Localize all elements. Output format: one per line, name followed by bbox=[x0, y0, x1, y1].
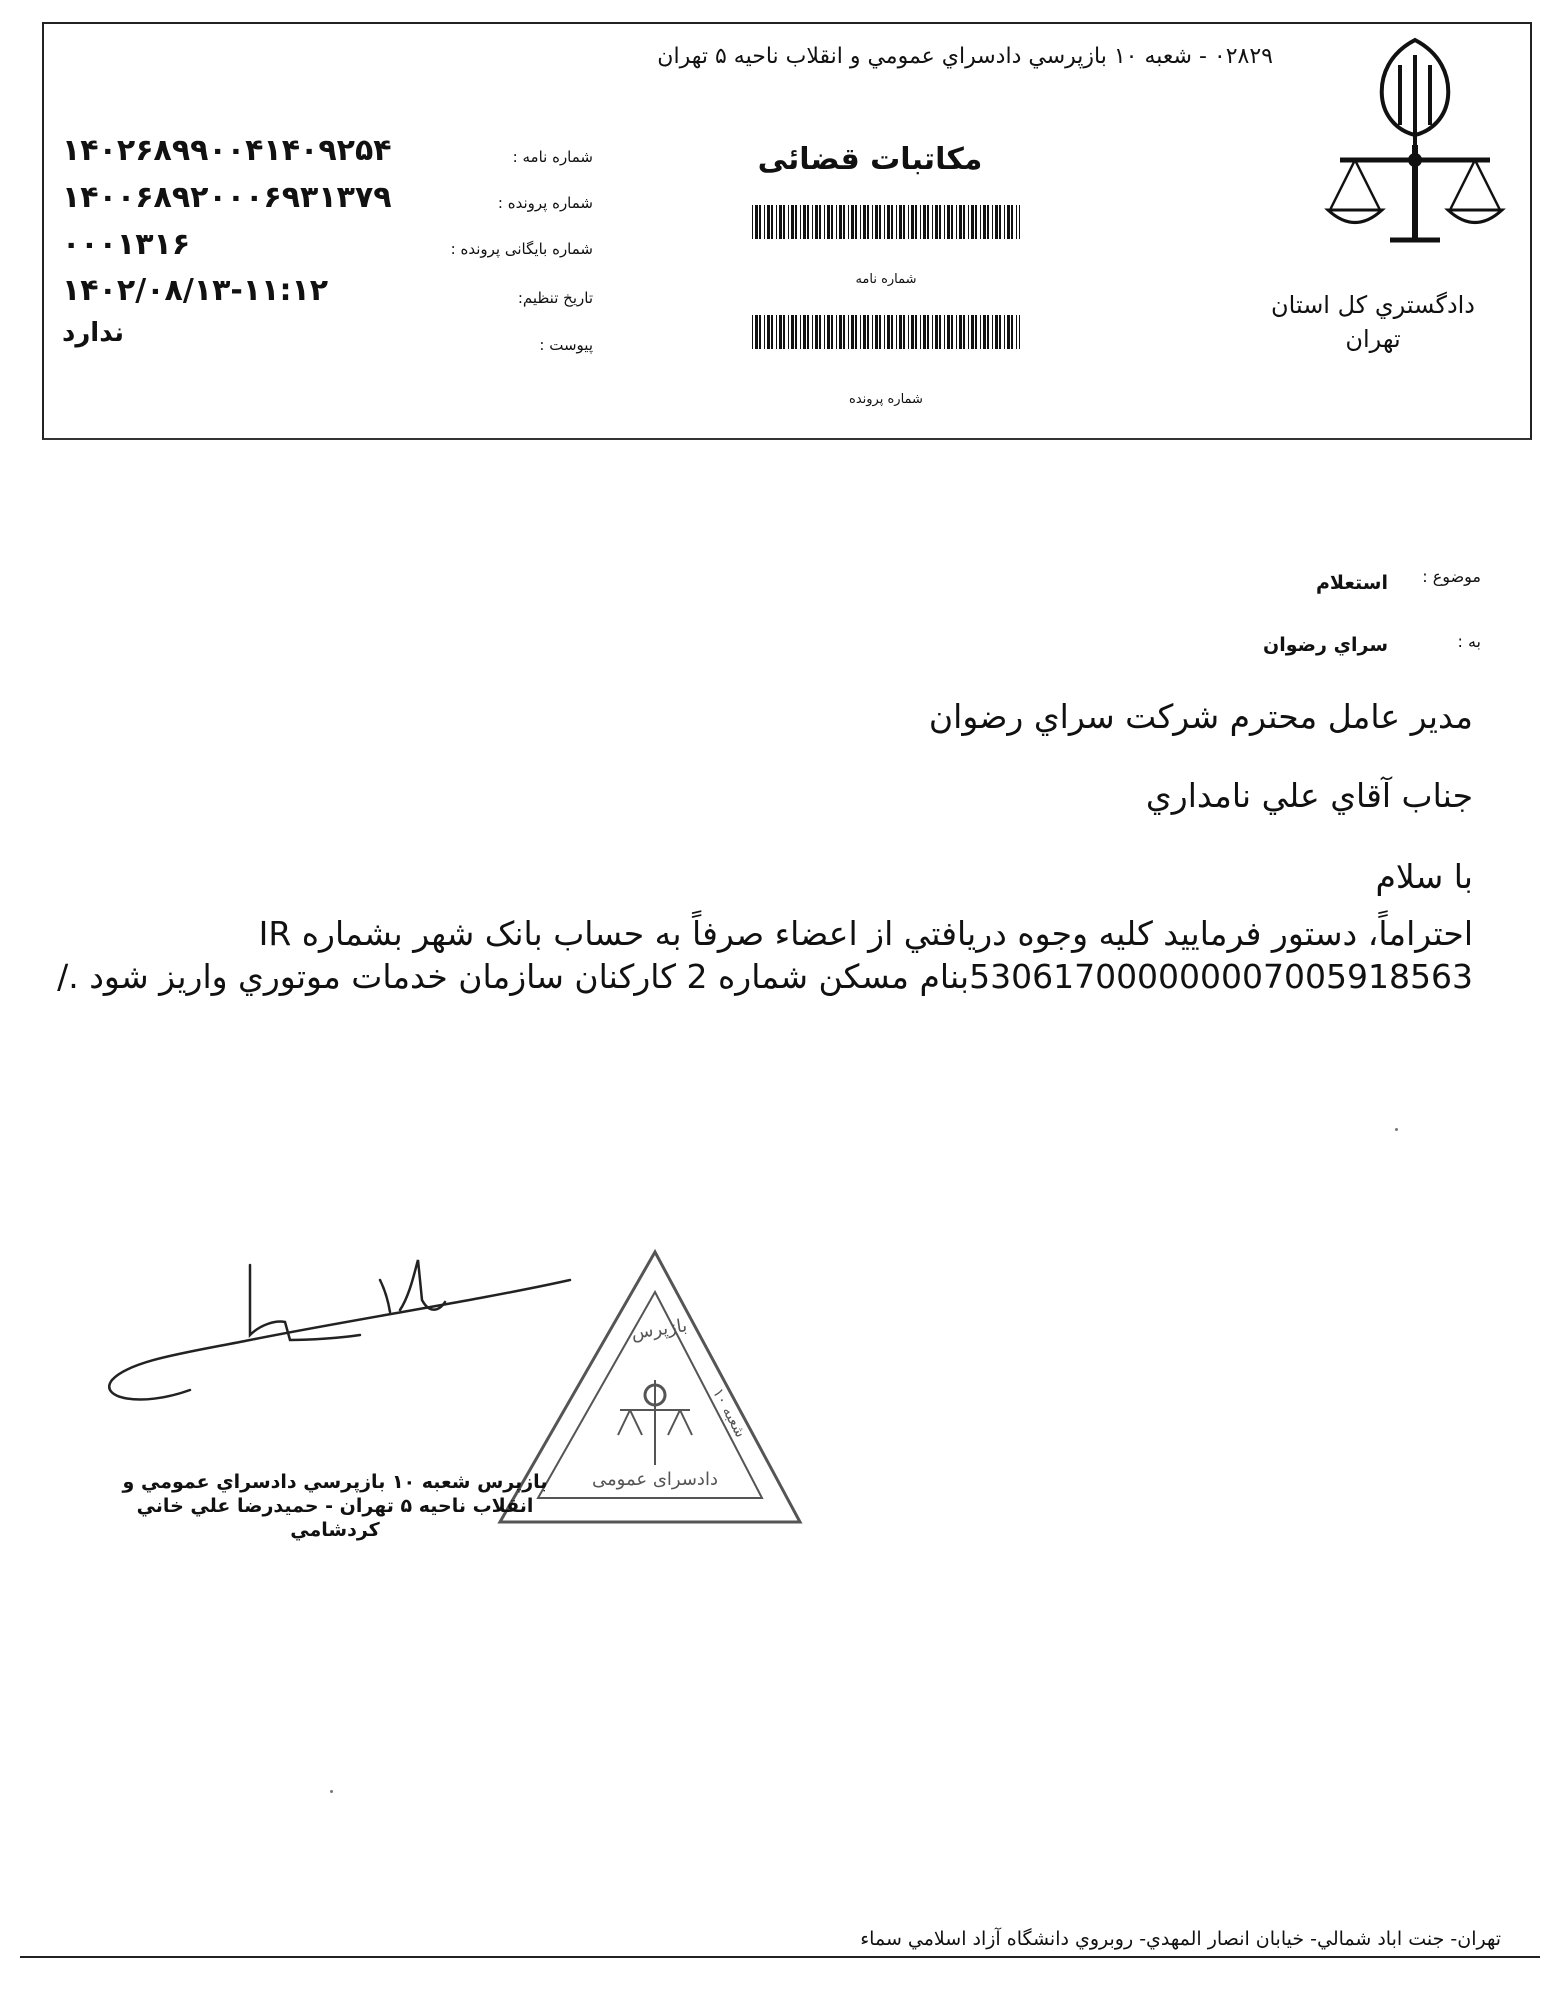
barcode-bar bbox=[1019, 315, 1020, 349]
barcode-bar bbox=[771, 205, 773, 239]
barcode-bar bbox=[947, 205, 950, 239]
recipient-value: سراي رضوان bbox=[1263, 634, 1388, 656]
barcode-bar bbox=[987, 205, 989, 239]
barcode-bar bbox=[1007, 205, 1010, 239]
barcode-bar bbox=[843, 315, 845, 349]
letter-number-barcode bbox=[752, 205, 1020, 239]
barcode-bar bbox=[1016, 315, 1017, 349]
barcode-bar bbox=[791, 205, 794, 239]
barcode-bar bbox=[1011, 315, 1013, 349]
date-value: ۱۴۰۲/۰۸/۱۳-۱۱:۱۲ bbox=[62, 273, 329, 308]
barcode-bar bbox=[771, 315, 773, 349]
letter-number-label: شماره نامه : bbox=[512, 148, 593, 166]
barcode-bar bbox=[803, 315, 806, 349]
barcode-bar bbox=[911, 205, 914, 239]
barcode-bar bbox=[983, 315, 986, 349]
barcode-bar bbox=[819, 315, 821, 349]
barcode-bar bbox=[1019, 205, 1020, 239]
barcode-bar bbox=[896, 205, 897, 239]
barcode-bar bbox=[935, 205, 938, 239]
barcode-bar bbox=[999, 315, 1001, 349]
barcode-bar bbox=[788, 315, 789, 349]
barcode-bar bbox=[843, 205, 845, 239]
barcode-bar bbox=[903, 205, 905, 239]
stamp-text-top: بازپرس bbox=[629, 1315, 689, 1344]
scan-speck bbox=[1395, 1128, 1398, 1131]
barcode-bar bbox=[788, 205, 789, 239]
barcode-bar bbox=[815, 315, 818, 349]
barcode-bar bbox=[992, 315, 993, 349]
barcode-bar bbox=[800, 205, 801, 239]
barcode-bar bbox=[959, 205, 962, 239]
recipient-label: به : bbox=[1457, 632, 1481, 651]
barcode-bar bbox=[923, 205, 926, 239]
barcode-bar bbox=[795, 315, 797, 349]
barcode-bar bbox=[764, 205, 765, 239]
barcode-bar bbox=[879, 315, 881, 349]
salutation-line2: جناب آقاي علي نامداري bbox=[1145, 776, 1473, 815]
barcode-bar bbox=[795, 205, 797, 239]
barcode-bar bbox=[1004, 205, 1005, 239]
barcode-bar bbox=[767, 205, 770, 239]
barcode-bar bbox=[932, 205, 933, 239]
barcode-bar bbox=[951, 315, 953, 349]
barcode-bar bbox=[803, 205, 806, 239]
barcode-bar bbox=[836, 205, 837, 239]
barcode-bar bbox=[839, 205, 842, 239]
barcode-bar bbox=[891, 315, 893, 349]
barcode-bar bbox=[971, 315, 974, 349]
barcode-bar bbox=[887, 315, 890, 349]
barcode-bar bbox=[995, 205, 998, 239]
stamp-text-side: شعبه ۱۰ bbox=[708, 1384, 750, 1441]
letter-number-value: ۱۴۰۲۶۸۹۹۰۰۴۱۴۰۹۲۵۴ bbox=[62, 133, 392, 168]
barcode-bar bbox=[863, 205, 866, 239]
barcode-bar bbox=[867, 315, 869, 349]
barcode-bar bbox=[1011, 205, 1013, 239]
barcode-bar bbox=[980, 315, 981, 349]
barcode-bar bbox=[971, 205, 974, 239]
barcode-bar bbox=[956, 205, 957, 239]
footer-address: تهران- جنت اباد شمالي- خيابان انصار المهدي- روبروي دانشگاه آزاد اسلامي سماء bbox=[860, 1928, 1501, 1950]
attachment-value: ندارد bbox=[62, 318, 125, 348]
barcode-bar bbox=[980, 205, 981, 239]
barcode-bar bbox=[860, 315, 861, 349]
barcode-bar bbox=[815, 205, 818, 239]
barcode-bar bbox=[975, 205, 977, 239]
barcode-bar bbox=[755, 205, 758, 239]
barcode-bar bbox=[783, 315, 785, 349]
barcode-bar bbox=[875, 205, 878, 239]
barcode-bar bbox=[759, 315, 761, 349]
case-barcode-caption: شماره پرونده bbox=[849, 392, 923, 407]
barcode-bar bbox=[956, 315, 957, 349]
scan-speck bbox=[330, 1790, 333, 1793]
case-number-value: ۱۴۰۰۶۸۹۲۰۰۰۶۹۳۱۳۷۹ bbox=[62, 180, 392, 215]
barcode-bar bbox=[779, 205, 782, 239]
barcode-bar bbox=[752, 205, 753, 239]
barcode-bar bbox=[879, 205, 881, 239]
salutation-line1: مدير عامل محترم شرکت سراي رضوان bbox=[928, 697, 1473, 736]
date-label: تاریخ تنظیم: bbox=[517, 289, 593, 307]
barcode-bar bbox=[944, 205, 945, 239]
barcode-bar bbox=[824, 315, 825, 349]
barcode-bar bbox=[939, 205, 941, 239]
barcode-bar bbox=[831, 205, 833, 239]
barcode-bar bbox=[812, 315, 813, 349]
barcode-bar bbox=[951, 205, 953, 239]
court-name bbox=[1243, 288, 1503, 356]
barcode-bar bbox=[752, 315, 753, 349]
stamp-text-bottom: دادسرای عمومی bbox=[592, 1469, 718, 1490]
barcode-bar bbox=[896, 315, 897, 349]
barcode-bar bbox=[935, 315, 938, 349]
barcode-bar bbox=[851, 205, 854, 239]
barcode-bar bbox=[995, 315, 998, 349]
archive-number-value: ۰۰۰۱۳۱۶ bbox=[62, 227, 191, 262]
barcode-bar bbox=[867, 205, 869, 239]
barcode-bar bbox=[932, 315, 933, 349]
barcode-bar bbox=[911, 315, 914, 349]
barcode-bar bbox=[800, 315, 801, 349]
barcode-bar bbox=[863, 315, 866, 349]
barcode-bar bbox=[851, 315, 854, 349]
barcode-bar bbox=[755, 315, 758, 349]
barcode-bar bbox=[1007, 315, 1010, 349]
barcode-bar bbox=[987, 315, 989, 349]
barcode-bar bbox=[903, 315, 905, 349]
barcode-bar bbox=[767, 315, 770, 349]
barcode-bar bbox=[887, 205, 890, 239]
barcode-bar bbox=[848, 205, 849, 239]
barcode-bar bbox=[1016, 205, 1017, 239]
barcode-bar bbox=[963, 205, 965, 239]
court-name-line1: دادگستري کل استان bbox=[1271, 291, 1475, 319]
barcode-bar bbox=[884, 315, 885, 349]
subject-label: موضوع : bbox=[1422, 567, 1481, 586]
court-name-line2: تهران bbox=[1345, 325, 1401, 353]
barcode-bar bbox=[968, 205, 969, 239]
barcode-bar bbox=[872, 205, 873, 239]
barcode-bar bbox=[819, 205, 821, 239]
barcode-bar bbox=[920, 205, 921, 239]
barcode-bar bbox=[968, 315, 969, 349]
barcode-bar bbox=[908, 205, 909, 239]
barcode-bar bbox=[824, 205, 825, 239]
barcode-bar bbox=[836, 315, 837, 349]
barcode-bar bbox=[908, 315, 909, 349]
barcode-bar bbox=[875, 315, 878, 349]
barcode-bar bbox=[915, 205, 917, 239]
barcode-bar bbox=[999, 205, 1001, 239]
barcode-bar bbox=[807, 205, 809, 239]
barcode-bar bbox=[764, 315, 765, 349]
barcode-bar bbox=[920, 315, 921, 349]
barcode-bar bbox=[992, 205, 993, 239]
signer-name: بازپرس شعبه ۱۰ بازپرسي دادسراي عمومي و انقلاب ناحيه ۵ تهران - حميدرضا علي خاني کردشامي bbox=[122, 1471, 548, 1541]
barcode-bar bbox=[791, 315, 794, 349]
barcode-bar bbox=[899, 315, 902, 349]
barcode-bar bbox=[831, 315, 833, 349]
barcode-bar bbox=[944, 315, 945, 349]
barcode-bar bbox=[855, 205, 857, 239]
barcode-bar bbox=[839, 315, 842, 349]
barcode-bar bbox=[899, 205, 902, 239]
barcode-bar bbox=[959, 315, 962, 349]
barcode-bar bbox=[779, 315, 782, 349]
barcode-bar bbox=[812, 205, 813, 239]
barcode-bar bbox=[975, 315, 977, 349]
barcode-bar bbox=[927, 205, 929, 239]
barcode-bar bbox=[776, 315, 777, 349]
greeting: با سلام bbox=[1375, 857, 1473, 896]
barcode-bar bbox=[860, 205, 861, 239]
document-title: مکاتبات قضائی bbox=[757, 142, 983, 177]
archive-number-label: شماره بایگانی پرونده : bbox=[450, 240, 593, 258]
case-number-label: شماره پرونده : bbox=[497, 194, 593, 212]
barcode-bar bbox=[827, 205, 830, 239]
main-paragraph: احتراماً، دستور فرماييد کليه وجوه دريافتي از اعضاء صرفاً به حساب بانک شهر بشماره IR 530617000000007005918563بنام مسکن شماره 2 کارکنان سازمان خدمات موتوري واريز شود ./ bbox=[57, 914, 1473, 996]
barcode-bar bbox=[1004, 315, 1005, 349]
judiciary-emblem-icon bbox=[1320, 35, 1510, 255]
barcode-bar bbox=[872, 315, 873, 349]
barcode-bar bbox=[947, 315, 950, 349]
barcode-bar bbox=[827, 315, 830, 349]
barcode-bar bbox=[915, 315, 917, 349]
barcode-bar bbox=[848, 315, 849, 349]
barcode-bar bbox=[776, 205, 777, 239]
letter-barcode-caption: شماره نامه bbox=[855, 272, 917, 287]
barcode-bar bbox=[884, 205, 885, 239]
barcode-bar bbox=[807, 315, 809, 349]
barcode-bar bbox=[963, 315, 965, 349]
barcode-bar bbox=[927, 315, 929, 349]
attachment-label: پیوست : bbox=[539, 336, 593, 354]
barcode-bar bbox=[783, 205, 785, 239]
barcode-bar bbox=[855, 315, 857, 349]
case-number-barcode bbox=[752, 315, 1020, 349]
branch-title: ۰۲۸۲۹ - شعبه ۱۰ بازپرسي دادسراي عمومي و انقلاب ناحيه ۵ تهران bbox=[657, 44, 1273, 69]
barcode-bar bbox=[983, 205, 986, 239]
subject-value: استعلام bbox=[1315, 572, 1388, 594]
barcode-bar bbox=[891, 205, 893, 239]
barcode-bar bbox=[923, 315, 926, 349]
footer-divider bbox=[20, 1956, 1540, 1958]
barcode-bar bbox=[939, 315, 941, 349]
barcode-bar bbox=[759, 205, 761, 239]
